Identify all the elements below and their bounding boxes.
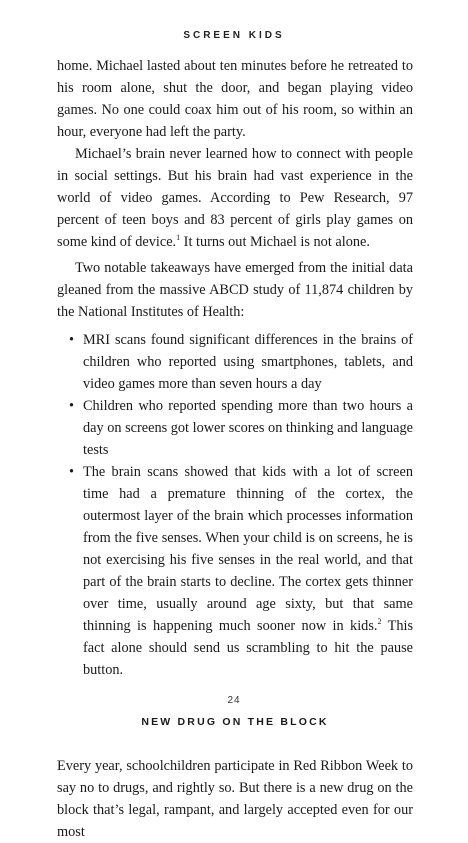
- bullet-icon: •: [69, 332, 75, 348]
- list-item-text: MRI scans found significant differences in the brains of children who reported using smartphones, tablets, and video games more than seven hours a day: [83, 332, 413, 392]
- paragraph-continued: home. Michael lasted about ten minutes before he retreated to his room alone, shut the door, and began playing video games. No one could coax him out of his room, so within an hour, everyone had left the party.: [57, 58, 413, 140]
- paragraph-pew-research: [57, 143, 413, 253]
- footnote-marker: 2: [377, 617, 382, 627]
- footnote-marker: 1: [176, 233, 181, 243]
- bullet-icon: •: [69, 398, 75, 414]
- paragraph-red-ribbon: Every year, schoolchildren participate in Red Ribbon Week to say no to drugs, and rightly so. But there is a new drug on the block that’s legal, rampant, and largely accepted even for our most: [57, 758, 413, 840]
- page-number: 24: [227, 695, 241, 706]
- body-text: [57, 55, 413, 843]
- running-head: SCREEN KIDS: [183, 30, 285, 41]
- list-item: [57, 395, 413, 461]
- list-item-text: Children who reported spending more than two hours a day on screens got lower scores on thinking and language tests: [83, 398, 413, 458]
- takeaways-list: [57, 329, 413, 681]
- list-item: [57, 461, 413, 681]
- list-item: [57, 329, 413, 395]
- paragraph-pew-tail: It turns out Michael is not alone.: [180, 234, 370, 250]
- list-item-text: The brain scans showed that kids with a lot of screen time had a premature thinning of the cortex, the outermost layer of the brain which processes information from the five senses. When your child is on screens, he is not exercising his five senses in the real world, and that part of the brain starts to decline. The cortex gets thinner over time, usually around age sixty, but that same thinning is happening much sooner now in kids.: [83, 464, 413, 634]
- paragraph-abcd-study: Two notable takeaways have emerged from the initial data gleaned from the massive ABCD study of 11,874 children by the National Institutes of Health:: [57, 260, 413, 320]
- section-heading: NEW DRUG ON THE BLOCK: [141, 716, 329, 728]
- list-item-tail: This fact alone should send us scrambling to hit the pause button.: [83, 618, 414, 678]
- bullet-icon: •: [69, 464, 75, 480]
- paragraph-pew-text: Michael’s brain never learned how to connect with people in social settings. But his brain had vast experience in the world of video games. According to Pew Research, 97 percent of teen boys and 83 percent of girls play games on some kind of device.: [57, 146, 413, 250]
